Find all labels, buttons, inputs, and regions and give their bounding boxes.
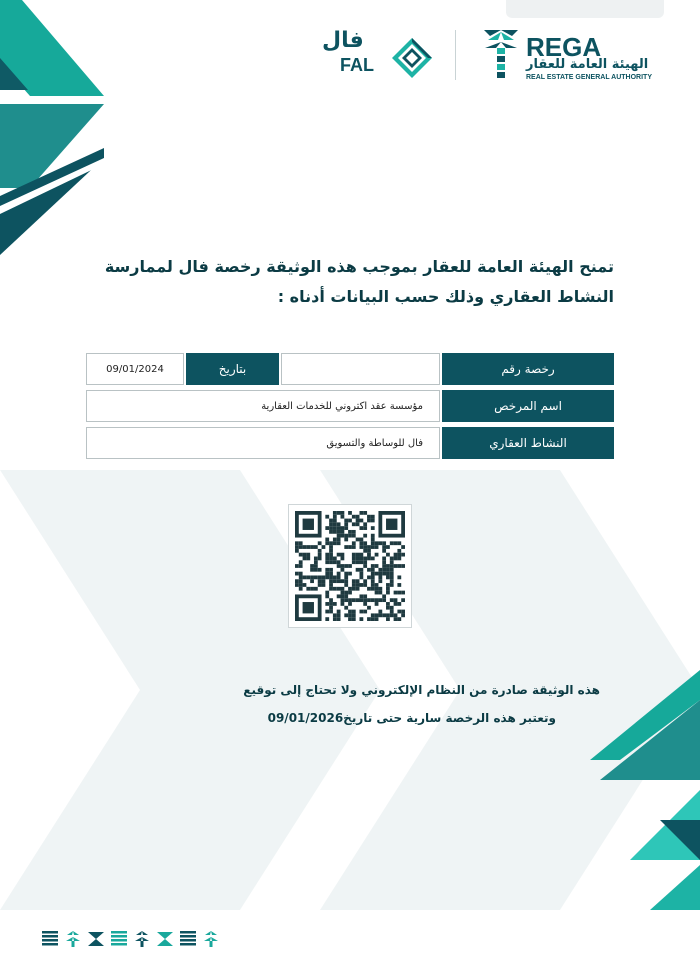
activity-label: النشاط العقاري	[442, 427, 614, 459]
activity-value: فال للوساطة والتسويق	[86, 427, 440, 459]
qr-code-icon	[288, 504, 412, 628]
pattern-icon-1	[40, 929, 60, 949]
pattern-icon-2	[63, 929, 83, 949]
fal-arabic-name: فال	[322, 28, 364, 53]
pattern-icon-6	[155, 929, 175, 949]
pattern-icon-7	[178, 929, 198, 949]
licensee-value: مؤسسة عقد اكتروني للخدمات العقارية	[86, 390, 440, 422]
rega-arabic-name: الهيئة العامة للعقار	[526, 57, 649, 72]
qr-code-pattern	[295, 511, 405, 621]
date-label: بتاريخ	[186, 353, 279, 385]
pattern-icon-3	[86, 929, 106, 949]
validity-statement	[120, 676, 600, 732]
logo-divider	[455, 30, 456, 80]
footer-line-1: هذه الوثيقة صادرة من النظام الإلكتروني ولا تحتاج إلى توقيع	[243, 683, 600, 697]
rega-acronym: REGA	[526, 32, 602, 62]
license-number-label: رخصة رقم	[442, 353, 614, 385]
intro-line-1: تمنح الهيئة العامة للعقار بموجب هذه الوثيقة رخصة فال لممارسة	[104, 257, 614, 276]
license-number-value	[281, 353, 440, 385]
bottom-ornament-row	[40, 929, 230, 951]
date-value: 09/01/2024	[86, 353, 184, 385]
pattern-icon-4	[109, 929, 129, 949]
intro-paragraph	[60, 252, 614, 312]
bottom-right-chevrons	[590, 660, 700, 920]
licensee-label: اسم المرخص	[442, 390, 614, 422]
palm-tree-icon	[480, 26, 522, 82]
footer-line-2: وتعتبر هذه الرخصة سارية حتى تاريخ09/01/2026	[267, 711, 556, 725]
fal-english-name: FAL	[340, 55, 374, 75]
pattern-icon-8	[201, 929, 221, 949]
rega-logo	[480, 26, 670, 84]
top-bar	[506, 0, 664, 18]
fal-logo	[318, 28, 438, 80]
pattern-icon-5	[132, 929, 152, 949]
rega-english-name: REAL ESTATE GENERAL AUTHORITY	[526, 74, 653, 81]
intro-line-2: النشاط العقاري وذلك حسب البيانات أدناه :	[277, 287, 614, 306]
top-left-chevrons	[0, 0, 110, 260]
fal-diamond-icon	[390, 36, 434, 80]
